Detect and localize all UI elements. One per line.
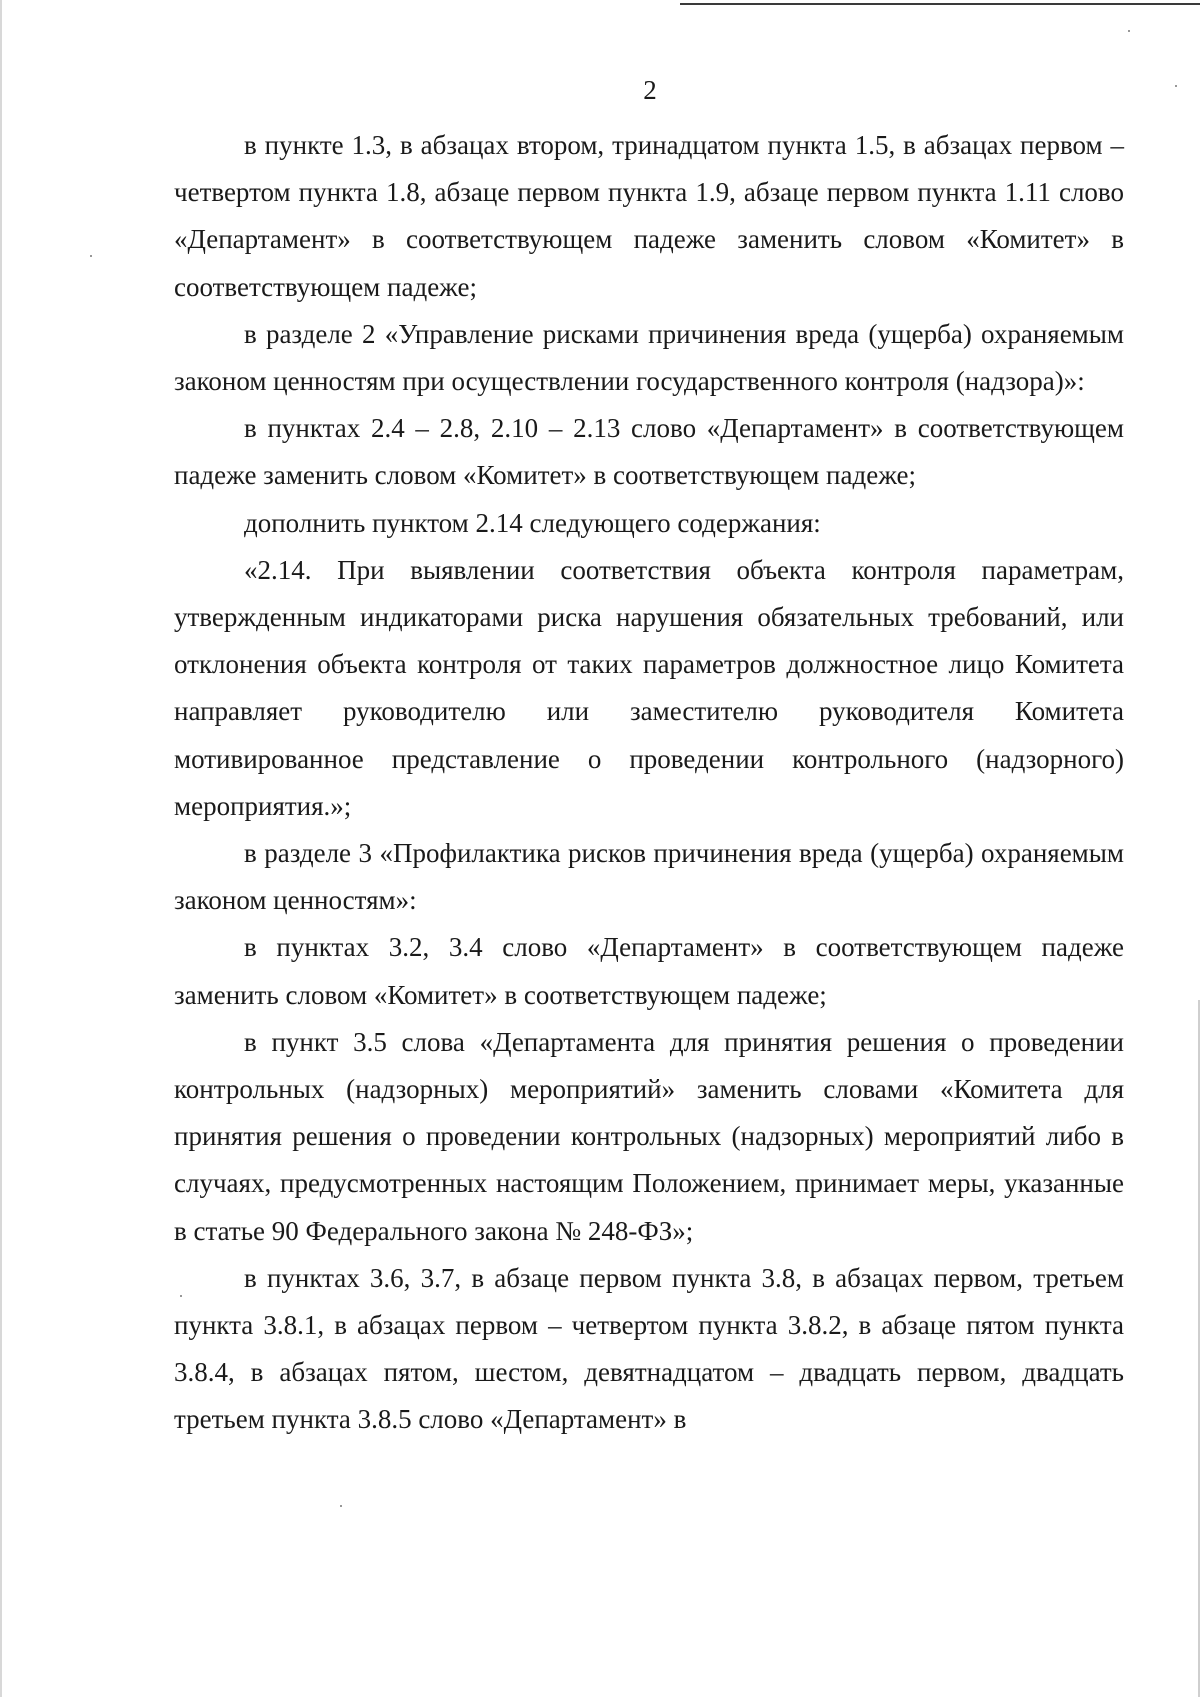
scan-speck — [340, 1505, 342, 1507]
paragraph: в пункт 3.5 слова «Департамента для принятия решения о проведении контрольных (надзорных) мероприятий» заменить словами «Комитета для принятия решения о проведении контрольных (надзорных) мероприятий либо в случаях, предусмотренных настоящим Положением, принимает меры, указанные в статье 90 Федерального закона № 248-ФЗ»; — [174, 1026, 1124, 1246]
scan-left-edge — [0, 0, 2, 1697]
paragraph: дополнить пунктом 2.14 следующего содержания: — [244, 507, 821, 538]
paragraph: в пунктах 3.6, 3.7, в абзаце первом пункта 3.8, в абзацах первом, третьем пункта 3.8.1, в абзацах первом – четвертом пункта 3.8.2, в абзаце пятом пункта 3.8.4, в абзацах пятом, шестом, девятнадцатом – двадцать первом, двадцать третьем пункта 3.8.5 слово «Департамент» в — [174, 1262, 1124, 1435]
paragraph: в разделе 3 «Профилактика рисков причинения вреда (ущерба) охраняемым законом ценностям»: — [174, 838, 1124, 916]
scan-top-rule — [680, 3, 1200, 5]
paragraph: в пунктах 3.2, 3.4 слово «Департамент» в соответствующем падеже заменить словом «Комитет» в соответствующем падеже; — [174, 932, 1124, 1010]
paragraph: в разделе 2 «Управление рисками причинения вреда (ущерба) охраняемым законом ценностям при осуществлении государственного контроля (надзора)»: — [174, 318, 1124, 397]
document-body — [174, 122, 1124, 1444]
page-number: 2 — [643, 75, 657, 105]
paragraph: «2.14. При выявлении соответствия объекта контроля параметрам, утвержденным индикаторами риска нарушения обязательных требований, или отклонения объекта контроля от таких параметров должностное лицо Комитета направляет руководителю или заместителю руководителя Комитета мотивированное представление о проведении контрольного (надзорного) мероприятия.»; — [174, 554, 1124, 821]
scan-speck — [1128, 30, 1130, 32]
scan-speck — [90, 255, 92, 257]
paragraph: в пунктах 2.4 – 2.8, 2.10 – 2.13 слово «Департамент» в соответствующем падеже заменить словом «Комитет» в соответствующем падеже; — [174, 413, 1124, 491]
paragraph: в пункте 1.3, в абзацах втором, тринадцатом пункта 1.5, в абзацах первом – четвертом пункта 1.8, абзаце первом пункта 1.9, абзаце первом пункта 1.11 слово «Департамент» в соответствующем падеже заменить словом «Комитет» в соответствующем падеже; — [174, 130, 1124, 302]
